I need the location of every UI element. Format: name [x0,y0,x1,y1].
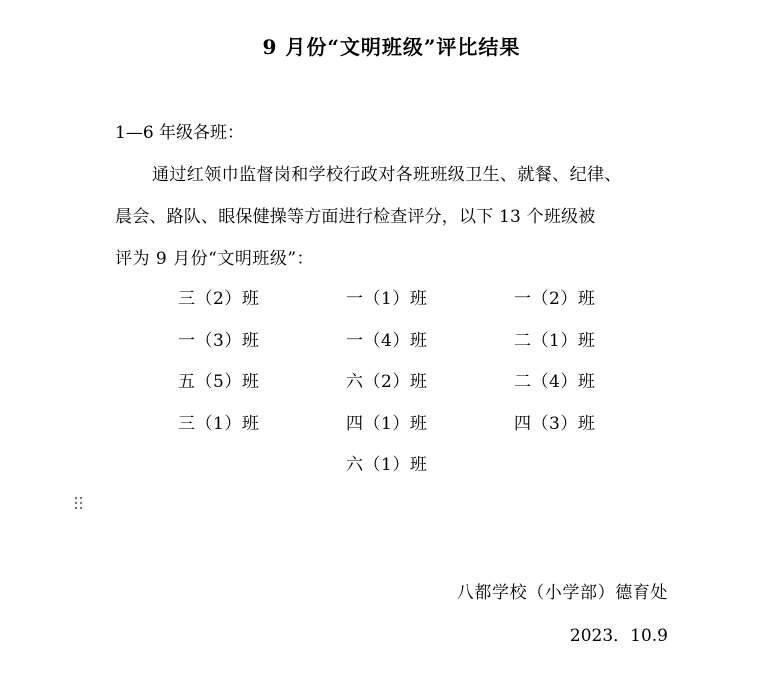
document-date: 2023．10.9 [569,626,668,646]
class-list [178,284,618,492]
class-item: 六（2）班 [346,372,428,393]
class-item: 一（3）班 [178,330,260,351]
class-item: 六（1）班 [346,455,428,476]
class-item: 五（5）班 [178,372,260,393]
drag-handle-icon[interactable] [74,496,84,510]
class-item: 二（4）班 [514,372,596,393]
class-row [178,450,618,492]
class-item: 一（2）班 [514,289,596,309]
class-item: 一（1）班 [346,289,428,309]
class-item: 四（1）班 [346,413,428,434]
class-row [178,409,618,451]
class-row [178,367,618,409]
body-paragraph-line-2: 晨会、路队、眼保健操等方面进行检查评分，以下 13 个班级被 [115,207,596,227]
class-row [178,326,618,368]
class-item: 三（1）班 [178,413,260,434]
signature-line: 八都学校（小学部）德育处 [456,583,668,603]
class-row [178,284,618,326]
class-item: 二（1）班 [514,330,596,351]
class-item: 四（3）班 [514,413,596,434]
class-item: 一（4）班 [346,330,428,351]
class-item: 三（2）班 [178,289,260,309]
document-title: 9 月份“文明班级”评比结果 [262,35,521,59]
greeting-line: 1—6 年级各班： [115,123,245,143]
body-paragraph-line-3: 评为 9 月份“文明班级”： [115,249,315,269]
body-paragraph-line-1: 通过红领巾监督岗和学校行政对各班班级卫生、就餐、纪律、 [152,165,622,185]
